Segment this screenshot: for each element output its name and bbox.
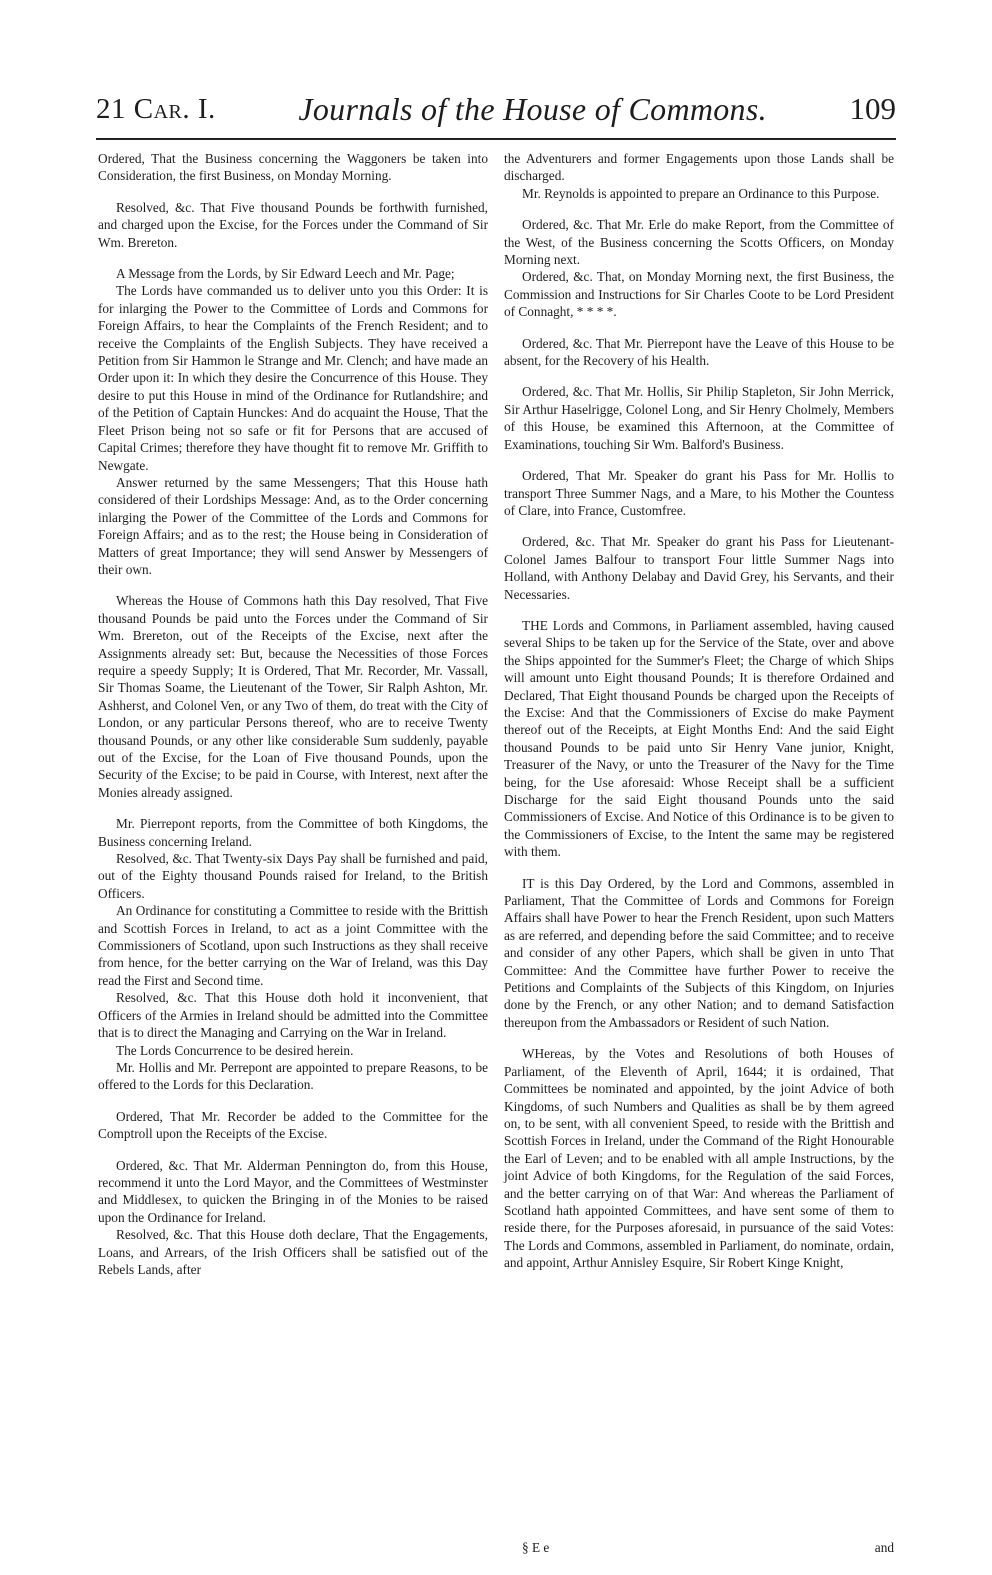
right-column bbox=[504, 150, 894, 1272]
paragraph: Mr. Reynolds is appointed to prepare an Ordinance to this Purpose. bbox=[522, 185, 880, 201]
running-header bbox=[96, 80, 896, 140]
paragraph: Ordered, &c. That Mr. Speaker do grant his Pass for Lieutenant-Colonel James Balfour to transport Four little Summer Nags into Holland, with Anthony Delabay and David Grey, his Servants, and their Necessaries. bbox=[504, 534, 894, 602]
paragraph: Ordered, &c. That Mr. Alderman Pennington do, from this House, recommend it unto the Lord Mayor, and the Committees of Westminster and Middlesex, to quicken the Bringing in of the Monies to be raised upon the Ordinance for Ireland. bbox=[98, 1157, 488, 1225]
paragraph: An Ordinance for constituting a Committee to reside with the Brittish and Scottish Forces in Ireland, to act as a joint Committee with the Commissioners of Scotland, upon such Instructions as they shall receive from hence, for the better carrying on the War of Ireland, was this Day read the First and Second time. bbox=[98, 903, 488, 988]
paragraph: Resolved, &c. That Twenty-six Days Pay shall be furnished and paid, out of the Eighty thousand Pounds raised for Ireland, to the British Officers. bbox=[98, 851, 488, 901]
paragraph: Resolved, &c. That this House doth hold it inconvenient, that Officers of the Armies in Ireland should be admitted into the Committee that is to direct the Managing and Carrying on the War in Ireland. bbox=[98, 990, 488, 1041]
page-number: 109 bbox=[849, 91, 896, 126]
signature-mark: § E e bbox=[522, 1540, 550, 1555]
paragraph: The Lords have commanded us to deliver unto you this Order: It is for inlarging the Power to the Committee of Lords and Commons for Foreign Affairs, to hear the Complaints of the French Resident; and to receive the Complaints of the English Subjects. They have received a Petition from Sir Hammon le Strange and Mr. Clench; and have made an Order upon it: In which they desire the Concurrence of this House. They desire to put this House in mind of the Ordinance for Rutlandshire; and of the Petition of Captain Hunckes: And do acquaint the House, That the Fleet Prison being not so safe or fit for Persons that are accused of Capital Crimes; therefore they have thought fit to remove Mr. Griffith to Newgate. bbox=[98, 283, 488, 473]
paragraph: Ordered, That Mr. Speaker do grant his Pass for Mr. Hollis to transport Three Summer Nags, and a Mare, to his Mother the Countess of Clare, into France, Customfree. bbox=[504, 468, 894, 518]
regnal-year: 21 Car. I. bbox=[96, 92, 216, 125]
paragraph: Ordered, That the Business concerning the Waggoners be taken into Consideration, the first Business, on Monday Morning. bbox=[98, 151, 488, 184]
paragraph: Ordered, &c. That, on Monday Morning next, the first Business, the Commission and Instructions for Sir Charles Coote to be Lord President of Connaght, * * * *. bbox=[504, 269, 894, 320]
paragraph: Mr. Pierrepont reports, from the Committee of both Kingdoms, the Business concerning Ireland. bbox=[98, 816, 488, 849]
page-footer bbox=[504, 1540, 894, 1556]
paragraph: A Message from the Lords, by Sir Edward Leech and Mr. Page; bbox=[116, 266, 455, 282]
paragraph: Ordered, &c. That Mr. Pierrepont have the Leave of this House to be absent, for the Recovery of his Health. bbox=[504, 335, 894, 369]
paragraph: Ordered, That Mr. Recorder be added to the Committee for the Comptroll upon the Receipts of the Excise. bbox=[98, 1108, 488, 1142]
left-column bbox=[98, 150, 488, 1278]
journal-title: Journals of the House of Commons. bbox=[298, 90, 767, 127]
paragraph: the Adventurers and former Engagements upon those Lands shall be discharged. bbox=[504, 151, 894, 184]
paragraph: Ordered, &c. That Mr. Erle do make Report, from the Committee of the West, of the Business concerning the Scotts Officers, on Monday Morning next. bbox=[504, 217, 894, 268]
ordinance-paragraph: THE Lords and Commons, in Parliament assembled, having caused several Ships to be taken up for the Service of the State, over and above the Ships appointed for the Summer's Fleet; the Charge of which Ships will amount unto Eight thousand Pounds; It is therefore Ordained and Declared, That Eight thousand Pounds be charged upon the Receipts of the Excise: And that the Commissioners of Excise do make Payment thereof out of the Receipts, at Eight Months End: And the said Eight thousand Pounds to be paid unto Sir Henry Vane junior, Knight, Treasurer of the Navy, or unto the Treasurer of the Navy for the Time being, for the Use aforesaid: Whose Receipt shall be a sufficient Discharge for the said Eight thousand Pounds unto the said Commissioners of Excise. And Notice of this Ordinance is to be given to the Commissioners of Excise, to the Intent the same may be registered with them. bbox=[504, 617, 894, 860]
paragraph: Ordered, &c. That Mr. Hollis, Sir Philip Stapleton, Sir John Merrick, Sir Arthur Haselrigge, Colonel Long, and Sir Henry Cholmely, Members of this House, be examined this Afternoon, at the Committee of Examinations, touching Sir Wm. Balford's Business. bbox=[504, 384, 894, 452]
paragraph: Answer returned by the same Messengers; That this House hath considered of their Lordships Message: And, as to the Order concerning inlarging the Power of the Committee of the Lords and Commons for Foreign Affairs; and as to the rest; the House being in Consideration of Matters of great Importance; they will send Answer by Messengers of their own. bbox=[98, 474, 488, 577]
ordinance-paragraph: WHereas, by the Votes and Resolutions of both Houses of Parliament, of the Eleventh of April, 1644; it is ordained, That Committees be nominated and appointed, by the joint Advice of both Kingdoms, of such Numbers and Qualities as shall be by them agreed on, to be sent, with all convenient Speed, to reside with the Brittish and Scottish Forces in Ireland, under the Command of the Right Honourable the Earl of Leven; and to be enabled with all ample Instructions, by the joint Advice of both Kingdoms, for the Regulation of the said Forces, and the better carrying on of that War: And whereas the Parliament of Scotland hath appointed Committees, and have sent some of them to reside there, for the Purposes aforesaid, in pursuance of the said Votes: The Lords and Commons, assembled in Parliament, do nominate, ordain, and appoint, Arthur Annisley Esquire, Sir Robert Kinge Knight, bbox=[504, 1046, 894, 1271]
ordinance-paragraph: IT is this Day Ordered, by the Lord and Commons, assembled in Parliament, That the Committee of Lords and Commons for Foreign Affairs shall have Power to hear the French Resident, upon such Matters as are referred, and depending before the said Committee; and to receive and consider of any other Papers, which shall be given in unto That Committee: And the Committee have further Power to receive the Petitions and Complaints of the Subjects of this Kingdom, on Injuries done by the French, or any other Nation; and to demand Satisfaction thereupon from the Ambassadors or Resident of such Nation. bbox=[504, 875, 894, 1030]
paragraph: Whereas the House of Commons hath this Day resolved, That Five thousand Pounds be paid unto the Forces under the Command of Sir Wm. Brereton, out of the Receipts of the Excise, next after the Assignments already set: But, because the Necessities of those Forces require a speedy Supply; It is Ordered, That Mr. Recorder, Mr. Vassall, Sir Thomas Soame, the Lieutenant of the Tower, Sir Ralph Ashton, Mr. Ashherst, and Colonel Ven, or any Two of them, do treat with the City of London, or any particular Persons thereof, who are to receive Twenty thousand Pounds, or any other like considerable Sum suddenly, payable out of the Excise, for the Loan of Five thousand Pounds, upon the Security of the Excise; to be paid in Course, with Interest, next after the Monies already assigned. bbox=[98, 593, 488, 800]
catchword: and bbox=[874, 1540, 894, 1555]
paragraph: Resolved, &c. That this House doth declare, That the Engagements, Loans, and Arrears, of the Irish Officers shall be satisfied out of the Rebels Lands, after bbox=[98, 1227, 488, 1277]
paragraph: Mr. Hollis and Mr. Perrepont are appointed to prepare Reasons, to be offered to the Lords for this Declaration. bbox=[98, 1059, 488, 1093]
paragraph: Resolved, &c. That Five thousand Pounds be forthwith furnished, and charged upon the Excise, for the Forces under the Command of Sir Wm. Brereton. bbox=[98, 199, 488, 250]
paragraph: The Lords Concurrence to be desired herein. bbox=[116, 1042, 354, 1058]
